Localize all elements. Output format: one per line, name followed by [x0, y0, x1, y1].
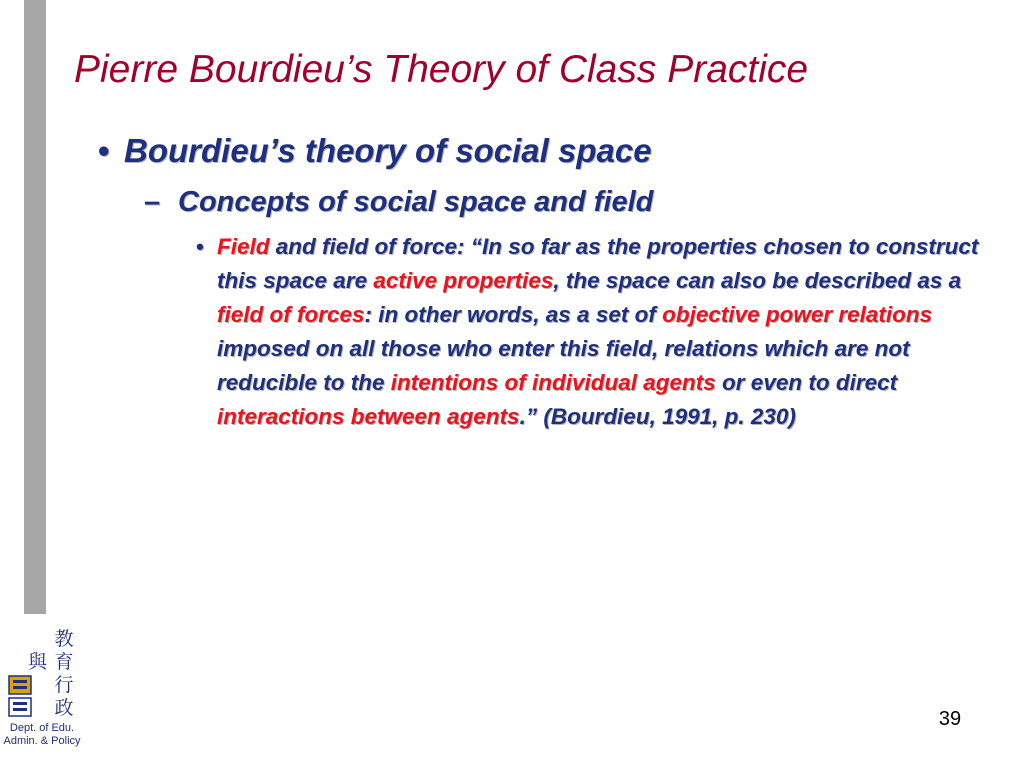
emphasis-field: Field	[217, 234, 270, 259]
quote-text: : in other words, as a set of	[364, 302, 663, 327]
bullet-marker: •	[196, 234, 204, 259]
slide-title: Pierre Bourdieu’s Theory of Class Practice	[74, 48, 809, 91]
quote-text: , the space can also be described as a	[553, 268, 962, 293]
dash-marker: –	[144, 186, 161, 218]
logo-caption-line: Admin. & Policy	[3, 735, 81, 747]
quote-text: and field of force: “In so far as the properties chosen to construct this space are	[217, 234, 979, 293]
logo-seal-icon	[8, 674, 32, 718]
department-logo	[0, 624, 84, 754]
emphasis-field-of-forces: field of forces	[217, 302, 365, 327]
bullet-level2	[144, 184, 653, 220]
logo-char: 教	[54, 628, 74, 650]
logo-char: 政	[54, 697, 74, 719]
emphasis-objective-power-relations: objective power relations	[662, 302, 933, 327]
logo-char: 行	[54, 674, 74, 696]
bullet-level1-text: Bourdieu’s theory of social space	[124, 132, 652, 169]
left-accent-bar	[24, 0, 46, 614]
emphasis-active-properties: active properties	[373, 268, 554, 293]
bullet-level3	[196, 230, 996, 434]
logo-caption-line: Dept. of Edu.	[9, 722, 75, 734]
emphasis-intentions-of-individual-agents: intentions of individual agents	[390, 370, 716, 395]
logo-chinese-column	[52, 628, 76, 720]
page-number: 39	[938, 708, 962, 730]
emphasis-interactions-between-agents: interactions between agents	[217, 404, 520, 429]
logo-caption	[2, 722, 82, 748]
bullet-level1	[98, 130, 652, 172]
logo-char: 與	[28, 651, 48, 673]
bullet-marker: •	[98, 132, 110, 169]
logo-char: 育	[54, 651, 74, 673]
quote-paragraph	[217, 230, 996, 434]
quote-text: or even to direct	[715, 370, 898, 395]
quote-citation: .” (Bourdieu, 1991, p. 230)	[519, 404, 796, 429]
quote-text: imposed on all those who enter this field, relations which are not reducible to the	[217, 336, 910, 395]
bullet-level2-text: Concepts of social space and field	[178, 186, 654, 218]
